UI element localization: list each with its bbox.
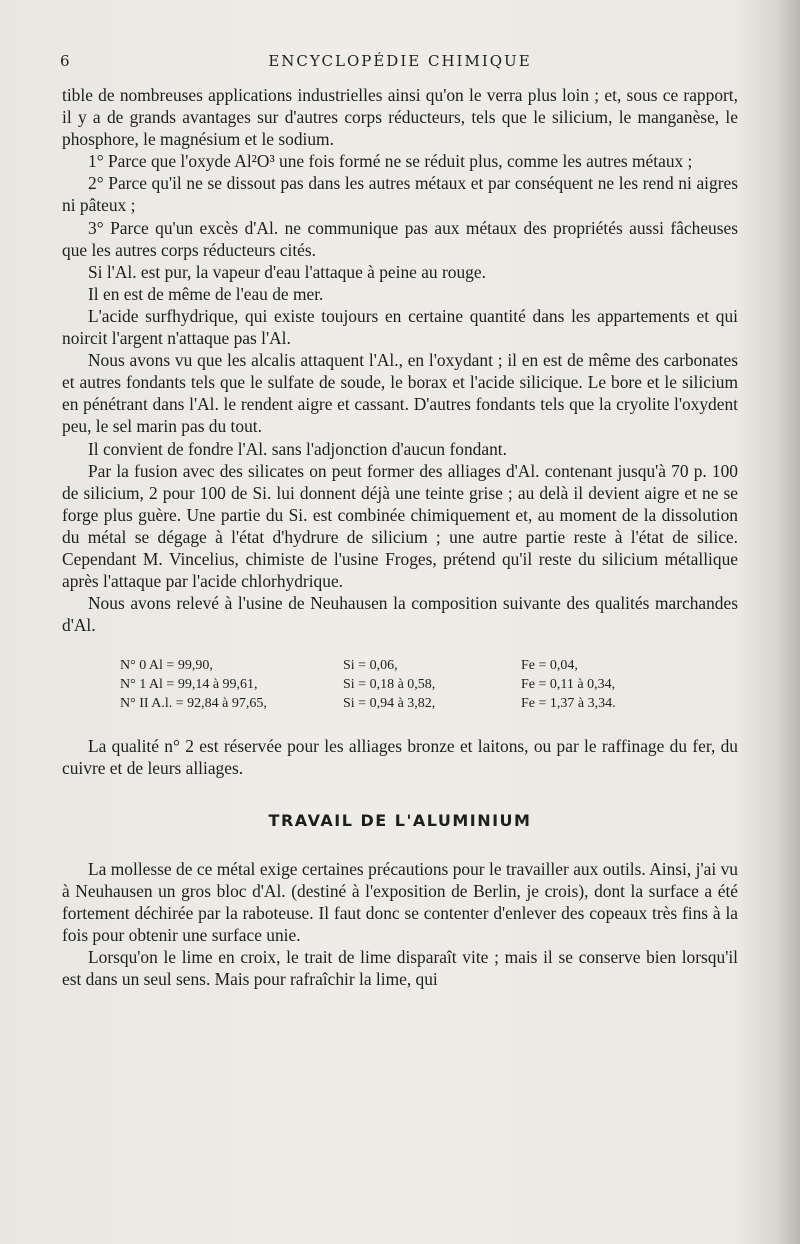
- running-title: ENCYCLOPÉDIE CHIMIQUE: [268, 52, 532, 70]
- section-heading: TRAVAIL DE L'ALUMINIUM: [268, 810, 532, 830]
- paragraph: La qualité n° 2 est réservée pour les alliages bronze et laitons, ou par le raffinage du fer, du cuivre et de leurs alliages.: [62, 736, 738, 779]
- paragraph: Il en est de même de l'eau de mer.: [88, 283, 324, 304]
- iron-cell: Fe = 0,04,: [521, 658, 578, 674]
- iron-cell: Fe = 0,11 à 0,34,: [521, 677, 616, 693]
- paragraph: Si l'Al. est pur, la vapeur d'eau l'attaque à peine au rouge.: [88, 261, 486, 282]
- paragraph: Il convient de fondre l'Al. sans l'adjonction d'aucun fondant.: [88, 438, 507, 459]
- silicon-cell: Si = 0,18 à 0,58,: [343, 677, 436, 693]
- paragraph: Nous avons relevé à l'usine de Neuhausen la composition suivante des qualités marchandes d'Al.: [62, 593, 738, 636]
- page-number: 6: [60, 52, 70, 70]
- iron-cell: Fe = 1,37 à 3,34.: [521, 696, 616, 712]
- paragraph: La mollesse de ce métal exige certaines précautions pour le travailler aux outils. Ainsi, j'ai vu à Neuhausen un gros bloc d'Al. (destiné à l'exposition de Berlin, je crois), dont la surface a été fortement déchirée par la raboteuse. Il faut donc se contenter d'enlever des copeaux très fins à la fois pour obtenir une surface unie.: [62, 858, 738, 945]
- body-text: [62, 84, 738, 990]
- grade-cell: N° II A.l. = 92,84 à 97,65,: [120, 696, 267, 712]
- paragraph: tible de nombreuses applications industrielles ainsi qu'on le verra plus loin ; et, sous ce rapport, il y a de grands avantages sur d'autres corps réducteurs, tels que le silicium, le manganèse, le phosphore, le magnésium et le sodium.: [62, 85, 738, 150]
- paragraph: L'acide surfhydrique, qui existe toujours en certaine quantité dans les appartements et qui noircit l'argent n'attaque pas l'Al.: [62, 305, 738, 349]
- paragraph: Nous avons vu que les alcalis attaquent l'Al., en l'oxydant ; il en est de même des carbonates et autres fondants tels que le sulfate de soude, le borax et l'acide silicique. Le bore et le silicium en pénétrant dans l'Al. le rendent aigre et cassant. D'autres fondants tels que la cryolite l'oxydent peu, le sel marin pas du tout.: [62, 350, 738, 437]
- grade-cell: N° 1 Al = 99,14 à 99,61,: [120, 677, 258, 693]
- table-row: [120, 675, 624, 694]
- paragraph: 3° Parce qu'un excès d'Al. ne communique pas aux métaux des propriétés aussi fâcheuses que les autres corps réducteurs cités.: [62, 217, 738, 260]
- grade-cell: N° 0 Al = 99,90,: [120, 658, 213, 674]
- table-row: [120, 694, 624, 713]
- paragraph: 1° Parce que l'oxyde Al²O³ une fois formé ne se réduit plus, comme les autres métaux ;: [88, 151, 693, 172]
- paragraph: Par la fusion avec des silicates on peut former des alliages d'Al. contenant jusqu'à 70 p. 100 de silicium, 2 pour 100 de Si. lui donnent déjà une teinte grise ; au delà il devient aigre et ne se forge plus guère. Une partie du Si. est combinée chimiquement et, au moment de la dissolution du métal se dégage à l'état d'hydrure de silicium ; une autre partie reste à l'état de silice. Cependant M. Vincelius, chimiste de l'usine Froges, prétend qu'il reste du silicium métallique après l'attaque par l'acide chlorhydrique.: [62, 460, 738, 592]
- table-row: [120, 656, 624, 675]
- paragraph: 2° Parce qu'il ne se dissout pas dans les autres métaux et par conséquent ne les rend ni aigres ni pâteux ;: [62, 173, 738, 216]
- silicon-cell: Si = 0,94 à 3,82,: [343, 696, 436, 712]
- composition-table: [120, 656, 624, 713]
- page-header: [60, 52, 740, 74]
- paragraph: Lorsqu'on le lime en croix, le trait de lime disparaît vite ; mais il se conserve bien lorsqu'il est dans un seul sens. Mais pour rafraîchir la lime, qui: [62, 947, 738, 990]
- silicon-cell: Si = 0,06,: [343, 658, 398, 674]
